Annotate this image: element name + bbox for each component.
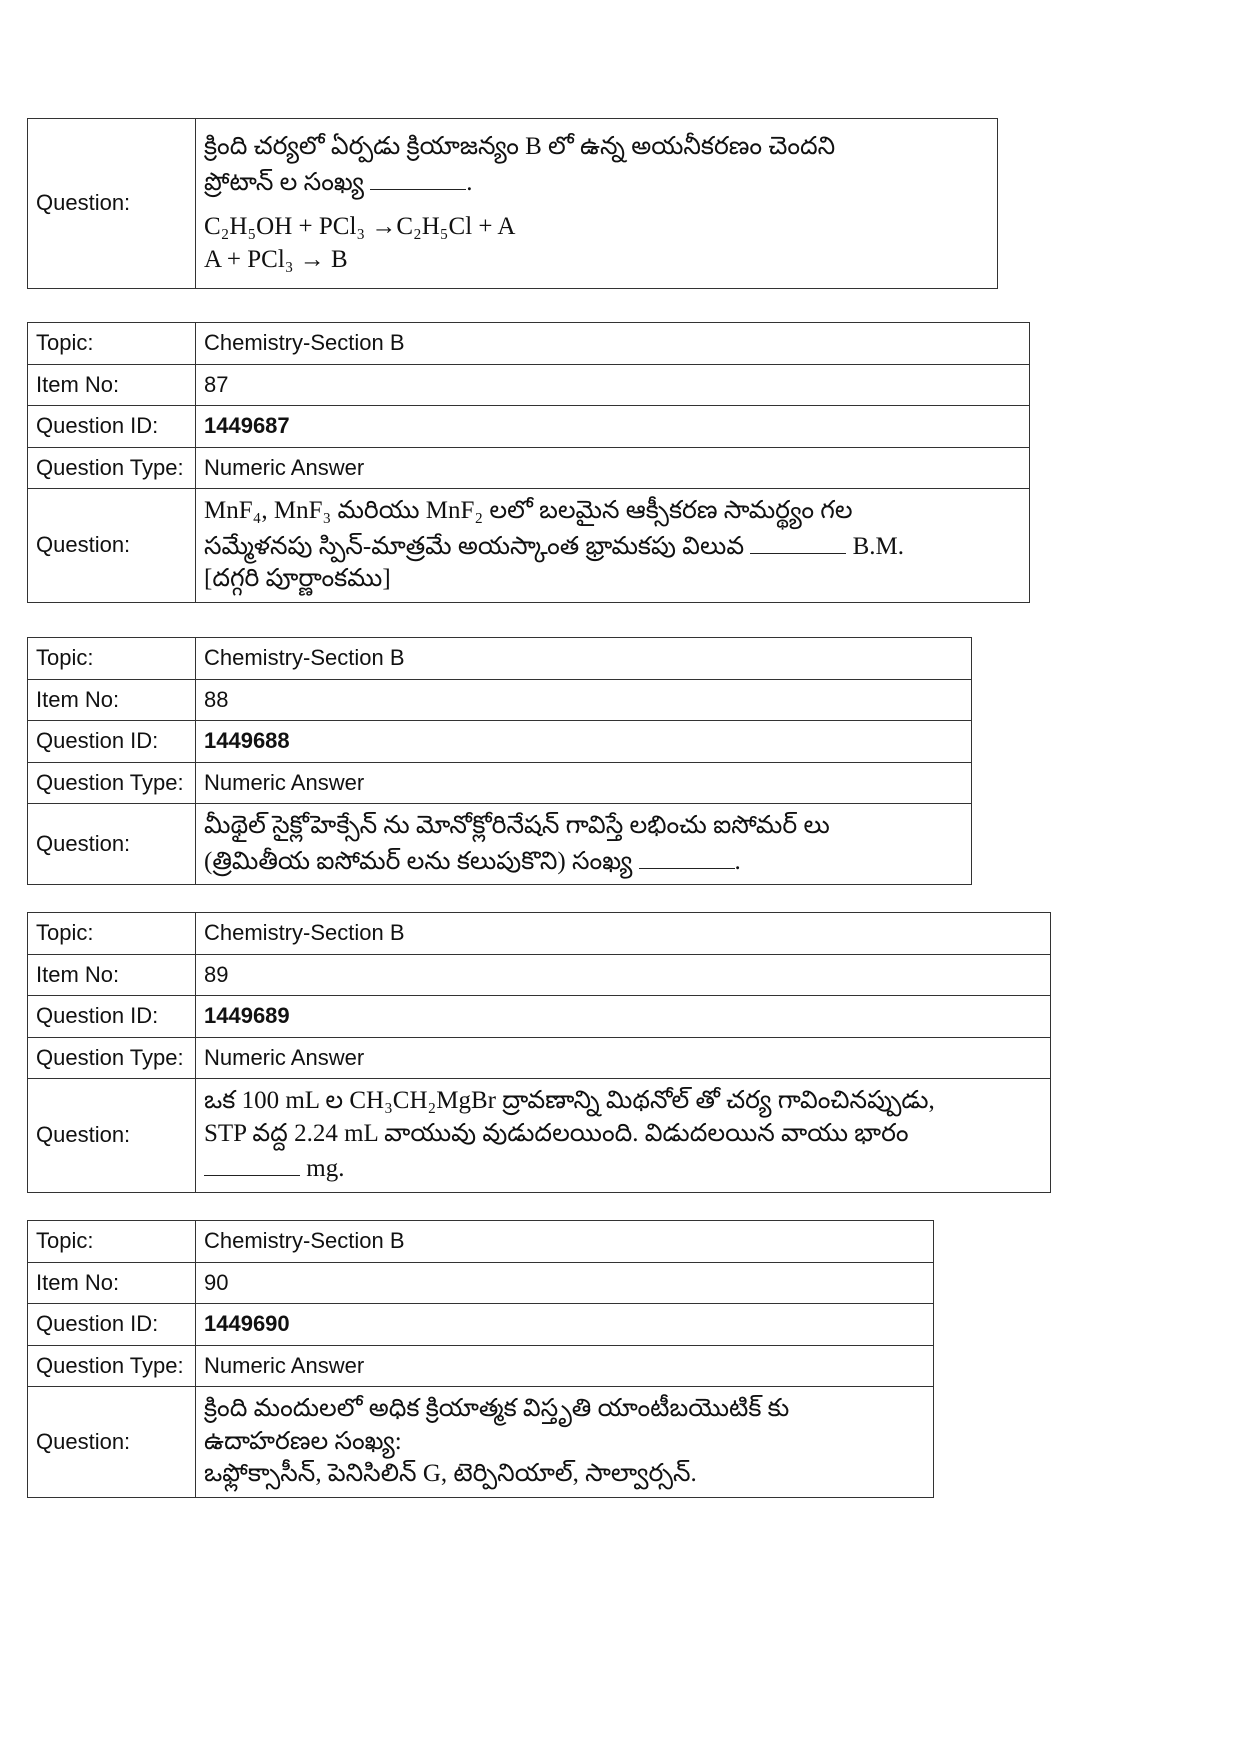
question-88-table xyxy=(27,637,972,885)
question-line-2: STP వద్ద 2.24 mL వాయువు వుడుదలయింది. విడుదలయిన వాయు భారం xyxy=(204,1119,909,1147)
question-type-row xyxy=(28,1345,934,1387)
question-line-1: మీథైల్ సైక్లోహెక్సేన్ ను మోనోక్లోరినేషన్ గావిస్తే లభించు ఐసోమర్ లు xyxy=(204,812,830,840)
topic-label: Topic: xyxy=(28,638,196,680)
question-type-row xyxy=(28,1037,1051,1079)
question-line-2: ప్రోటాన్ ల సంఖ్య xyxy=(204,168,364,196)
item-no-row xyxy=(28,954,1051,996)
question-id-label: Question ID: xyxy=(28,406,196,448)
topic-value: Chemistry-Section B xyxy=(196,913,1051,955)
question-line-1: క్రింది చర్యలో ఏర్పడు క్రియాజన్యం B లో ఉన్న అయనీకరణం చెందని xyxy=(204,133,836,160)
question-line-2: ఉదాహరణల సంఖ్య: xyxy=(204,1427,402,1455)
answer-blank xyxy=(750,528,846,554)
question-row xyxy=(28,804,972,885)
question-id-value: 1449689 xyxy=(204,1003,290,1029)
question-line-1: ఒక 100 mL ల CH₃CH₂MgBr ద్రావణాన్ని మిథనోల్ తో చర్య గావించినప్పుడు, xyxy=(204,1087,935,1115)
answer-blank xyxy=(370,164,466,190)
item-no-value: 87 xyxy=(196,364,1030,406)
question-label: Question: xyxy=(28,1079,196,1193)
question-type-row xyxy=(28,447,1030,489)
question-id-label: Question ID: xyxy=(28,996,196,1038)
question-text: మీథైల్ సైక్లోహెక్సేన్ ను మోనోక్లోరినేషన్ గావిస్తే లభించు ఐసోమర్ లు (త్రిమితీయ ఐసోమర్ లను కలుపుకొని) సంఖ్య . xyxy=(196,804,972,885)
question-line-2: (త్రిమితీయ ఐసోమర్ లను కలుపుకొని) సంఖ్య xyxy=(204,847,633,875)
question-label: Question: xyxy=(28,489,196,603)
item-no-label: Item No: xyxy=(28,1262,196,1304)
question-type-value: Numeric Answer xyxy=(196,762,972,804)
question-id-row xyxy=(28,406,1030,448)
item-no-label: Item No: xyxy=(28,679,196,721)
question-id-row xyxy=(28,721,972,763)
question-id-label: Question ID: xyxy=(28,721,196,763)
question-line-2: సమ్మేళనపు స్పిన్-మాత్రమే అయస్కాంత భ్రామకపు విలువ xyxy=(204,532,745,560)
question-id-label: Question ID: xyxy=(28,1304,196,1346)
question-id-row xyxy=(28,1304,934,1346)
question-type-label: Question Type: xyxy=(28,1345,196,1387)
item-no-row xyxy=(28,1262,934,1304)
question-row xyxy=(28,489,1030,603)
question-text xyxy=(196,489,1030,603)
question-type-value: Numeric Answer xyxy=(196,1037,1051,1079)
topic-row xyxy=(28,638,972,680)
question-label: Question: xyxy=(28,1387,196,1498)
topic-row xyxy=(28,323,1030,365)
item-no-row xyxy=(28,364,1030,406)
topic-value: Chemistry-Section B xyxy=(196,1221,934,1263)
answer-blank xyxy=(204,1150,300,1176)
question-line-3: ఒఫ్లోక్సాసీన్, పెనిసిలిన్ G, టెర్పినియాల్, సాల్వార్సన్. xyxy=(204,1460,697,1488)
question-89-table xyxy=(27,912,1051,1193)
question-row xyxy=(28,1079,1051,1193)
item-no-value: 88 xyxy=(196,679,972,721)
question-text xyxy=(196,1079,1051,1193)
question-id-row xyxy=(28,996,1051,1038)
question-87-table xyxy=(27,322,1030,603)
question-line-1: MnF₄, MnF₃ మరియు MnF₂ లలో బలమైన ఆక్సీకరణ సామర్థ్యం గల xyxy=(204,497,853,525)
question-label: Question: xyxy=(28,804,196,885)
topic-row xyxy=(28,913,1051,955)
question-type-label: Question Type: xyxy=(28,762,196,804)
item-no-value: 90 xyxy=(196,1262,934,1304)
question-row xyxy=(28,119,998,289)
equation-2: A + PCl₃ → B xyxy=(204,245,348,273)
question-label: Question: xyxy=(28,119,196,289)
topic-label: Topic: xyxy=(28,913,196,955)
item-no-label: Item No: xyxy=(28,364,196,406)
question-type-label: Question Type: xyxy=(28,1037,196,1079)
question-text xyxy=(196,1387,934,1498)
topic-row xyxy=(28,1221,934,1263)
question-id-value: 1449688 xyxy=(204,728,290,754)
unit-label: B.M. xyxy=(852,532,905,560)
topic-label: Topic: xyxy=(28,323,196,365)
question-row xyxy=(28,1387,934,1498)
question-type-label: Question Type: xyxy=(28,447,196,489)
topic-label: Topic: xyxy=(28,1221,196,1263)
question-id-value: 1449687 xyxy=(204,413,290,439)
question-90-table xyxy=(27,1220,934,1498)
question-line-1: క్రింది మందులలో అధిక క్రియాత్మక విస్తృతి యాంటీబయొటిక్ కు xyxy=(204,1395,790,1423)
question-type-value: Numeric Answer xyxy=(196,1345,934,1387)
answer-blank xyxy=(639,843,735,869)
question-type-value: Numeric Answer xyxy=(196,447,1030,489)
unit-label: mg. xyxy=(306,1155,345,1183)
equation-1: C₂H₅OH + PCl₃ →C₂H₅Cl + A xyxy=(204,213,516,240)
item-no-row xyxy=(28,679,972,721)
question-line-3: [దగ్గరి పూర్ణాంకము] xyxy=(204,565,391,593)
item-no-label: Item No: xyxy=(28,954,196,996)
question-id-value: 1449690 xyxy=(204,1311,290,1337)
topic-value: Chemistry-Section B xyxy=(196,323,1030,365)
question-type-row xyxy=(28,762,972,804)
item-no-value: 89 xyxy=(196,954,1051,996)
question-text: క్రింది చర్యలో ఏర్పడు క్రియాజన్యం B లో ఉన్న అయనీకరణం చెందని ప్రోటాన్ ల సంఖ్య . C₂H₅OH + PCl₃ →C₂H₅Cl + A A + PCl₃ → B xyxy=(196,119,998,289)
topic-value: Chemistry-Section B xyxy=(196,638,972,680)
question-86-table xyxy=(27,118,998,289)
